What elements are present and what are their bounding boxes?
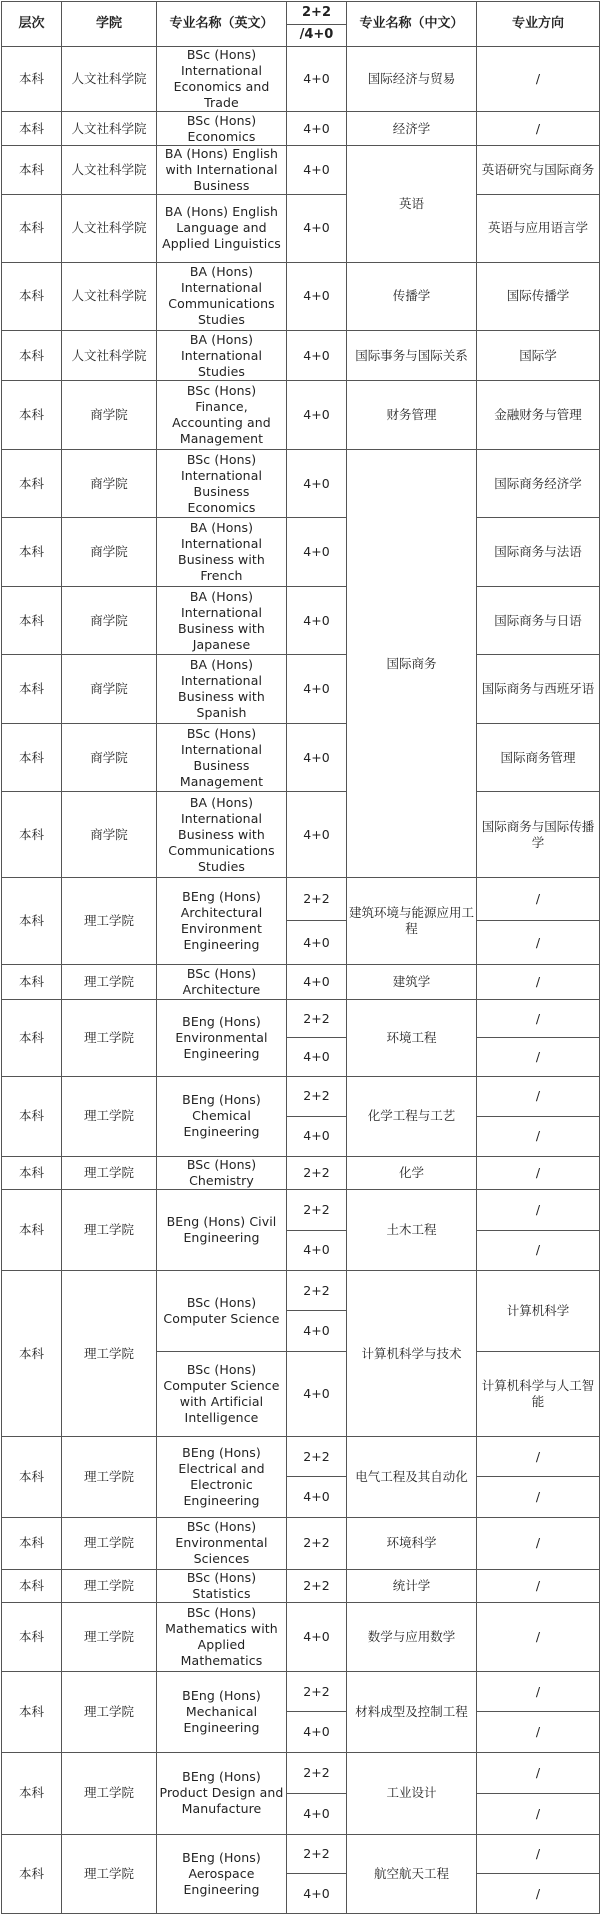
table-row bbox=[2, 655, 600, 724]
mode-cell: 4+0 bbox=[287, 921, 347, 964]
level-cell: 本科 bbox=[2, 262, 62, 331]
school-cell: 人文社科学院 bbox=[62, 47, 157, 112]
header-level: 层次 bbox=[2, 2, 62, 47]
header-name-en: 专业名称（英文） bbox=[157, 2, 287, 47]
level-cell: 本科 bbox=[2, 1437, 62, 1518]
mode-cell: 2+2 bbox=[287, 1157, 347, 1190]
table-row bbox=[2, 1157, 600, 1190]
name-cn-cell: 国际经济与贸易 bbox=[347, 47, 477, 112]
table-row bbox=[2, 1671, 600, 1711]
mode-cell: 2+2 bbox=[287, 1835, 347, 1874]
level-cell: 本科 bbox=[2, 723, 62, 792]
header-school: 学院 bbox=[62, 2, 157, 47]
direction-cell: / bbox=[477, 112, 600, 145]
name-en-cell: BSc (Hons) Computer Science with Artificial Intelligence bbox=[157, 1351, 287, 1437]
level-cell: 本科 bbox=[2, 1671, 62, 1752]
level-cell: 本科 bbox=[2, 1076, 62, 1157]
table-row bbox=[2, 195, 600, 263]
mode-cell: 4+0 bbox=[287, 723, 347, 792]
name-en-cell: BSc (Hons) Mathematics with Applied Mathematics bbox=[157, 1603, 287, 1672]
level-cell: 本科 bbox=[2, 1270, 62, 1436]
level-cell: 本科 bbox=[2, 1752, 62, 1835]
name-cn-cell: 计算机科学与技术 bbox=[347, 1270, 477, 1436]
table-row bbox=[2, 1603, 600, 1672]
header-mode-top: 2+2 bbox=[302, 4, 331, 20]
direction-cell: 国际传播学 bbox=[477, 262, 600, 331]
name-cn-cell: 电气工程及其自动化 bbox=[347, 1437, 477, 1518]
name-en-cell: BSc (Hons) International Business Economics bbox=[157, 449, 287, 518]
mode-cell: 4+0 bbox=[287, 586, 347, 655]
school-cell: 商学院 bbox=[62, 586, 157, 655]
school-cell: 理工学院 bbox=[62, 1437, 157, 1518]
mode-cell: 2+2 bbox=[287, 1517, 347, 1569]
name-cn-cell: 财务管理 bbox=[347, 381, 477, 450]
school-cell: 商学院 bbox=[62, 655, 157, 724]
table-row bbox=[2, 1270, 600, 1310]
direction-cell: 英语研究与国际商务 bbox=[477, 145, 600, 194]
table-row bbox=[2, 112, 600, 145]
name-en-cell: BEng (Hons) Architectural Environment Engineering bbox=[157, 878, 287, 965]
mode-cell: 4+0 bbox=[287, 1712, 347, 1752]
school-cell: 人文社科学院 bbox=[62, 145, 157, 194]
table-row bbox=[2, 449, 600, 518]
name-cn-cell: 经济学 bbox=[347, 112, 477, 145]
name-cn-cell: 英语 bbox=[347, 145, 477, 262]
school-cell: 理工学院 bbox=[62, 964, 157, 999]
level-cell: 本科 bbox=[2, 1570, 62, 1603]
school-cell: 理工学院 bbox=[62, 1270, 157, 1436]
school-cell: 理工学院 bbox=[62, 1157, 157, 1190]
mode-cell: 2+2 bbox=[287, 1270, 347, 1310]
direction-cell: / bbox=[477, 999, 600, 1037]
direction-cell: 金融财务与管理 bbox=[477, 381, 600, 450]
level-cell: 本科 bbox=[2, 1603, 62, 1672]
direction-cell: / bbox=[477, 1038, 600, 1076]
level-cell: 本科 bbox=[2, 381, 62, 450]
direction-cell: / bbox=[477, 1793, 600, 1834]
level-cell: 本科 bbox=[2, 112, 62, 145]
table-body bbox=[2, 47, 600, 1914]
mode-cell: 4+0 bbox=[287, 262, 347, 331]
level-cell: 本科 bbox=[2, 964, 62, 999]
table-row bbox=[2, 723, 600, 792]
name-en-cell: BEng (Hons) Mechanical Engineering bbox=[157, 1671, 287, 1752]
name-en-cell: BEng (Hons) Electrical and Electronic Engineering bbox=[157, 1437, 287, 1518]
name-cn-cell: 建筑环境与能源应用工程 bbox=[347, 878, 477, 965]
name-en-cell: BA (Hons) International Business with Japanese bbox=[157, 586, 287, 655]
direction-cell: / bbox=[477, 1671, 600, 1711]
school-cell: 理工学院 bbox=[62, 1835, 157, 1914]
name-en-cell: BA (Hons) International Studies bbox=[157, 331, 287, 381]
direction-cell: / bbox=[477, 1230, 600, 1270]
direction-cell: 计算机科学 bbox=[477, 1270, 600, 1351]
table-row bbox=[2, 145, 600, 194]
name-en-cell: BEng (Hons) Chemical Engineering bbox=[157, 1076, 287, 1157]
direction-cell: 国际商务与西班牙语 bbox=[477, 655, 600, 724]
table-row bbox=[2, 1437, 600, 1477]
level-cell: 本科 bbox=[2, 449, 62, 518]
direction-cell: / bbox=[477, 1076, 600, 1116]
level-cell: 本科 bbox=[2, 792, 62, 878]
direction-cell: / bbox=[477, 1190, 600, 1230]
table-row bbox=[2, 381, 600, 450]
level-cell: 本科 bbox=[2, 518, 62, 587]
direction-cell: / bbox=[477, 964, 600, 999]
name-cn-cell: 工业设计 bbox=[347, 1752, 477, 1835]
table-row bbox=[2, 47, 600, 112]
school-cell: 理工学院 bbox=[62, 1603, 157, 1672]
school-cell: 理工学院 bbox=[62, 1671, 157, 1752]
table-row bbox=[2, 1076, 600, 1116]
level-cell: 本科 bbox=[2, 1835, 62, 1914]
table-row bbox=[2, 262, 600, 331]
table-row bbox=[2, 1517, 600, 1569]
direction-cell: 国际学 bbox=[477, 331, 600, 381]
school-cell: 人文社科学院 bbox=[62, 262, 157, 331]
name-cn-cell: 航空航天工程 bbox=[347, 1835, 477, 1914]
name-en-cell: BA (Hons) English with International Business bbox=[157, 145, 287, 194]
school-cell: 理工学院 bbox=[62, 1190, 157, 1271]
direction-cell: / bbox=[477, 1712, 600, 1752]
direction-cell: 计算机科学与人工智能 bbox=[477, 1351, 600, 1437]
mode-cell: 2+2 bbox=[287, 878, 347, 921]
direction-cell: 英语与应用语言学 bbox=[477, 195, 600, 263]
level-cell: 本科 bbox=[2, 586, 62, 655]
table-row bbox=[2, 1835, 600, 1874]
name-cn-cell: 环境工程 bbox=[347, 999, 477, 1076]
mode-cell: 4+0 bbox=[287, 381, 347, 450]
name-en-cell: BA (Hons) International Business with Spanish bbox=[157, 655, 287, 724]
level-cell: 本科 bbox=[2, 1190, 62, 1271]
header-direction: 专业方向 bbox=[477, 2, 600, 47]
name-en-cell: BEng (Hons) Aerospace Engineering bbox=[157, 1835, 287, 1914]
table-row bbox=[2, 331, 600, 381]
mode-cell: 4+0 bbox=[287, 1311, 347, 1351]
level-cell: 本科 bbox=[2, 655, 62, 724]
mode-cell: 4+0 bbox=[287, 1038, 347, 1076]
name-en-cell: BA (Hons) International Communications Studies bbox=[157, 262, 287, 331]
mode-cell: 4+0 bbox=[287, 964, 347, 999]
name-en-cell: BSc (Hons) International Business Management bbox=[157, 723, 287, 792]
table-row bbox=[2, 792, 600, 878]
name-cn-cell: 统计学 bbox=[347, 1570, 477, 1603]
name-en-cell: BSc (Hons) International Economics and Trade bbox=[157, 47, 287, 112]
level-cell: 本科 bbox=[2, 1517, 62, 1569]
school-cell: 理工学院 bbox=[62, 999, 157, 1076]
name-en-cell: BA (Hons) English Language and Applied Linguistics bbox=[157, 195, 287, 263]
table-row bbox=[2, 878, 600, 921]
programme-table bbox=[1, 1, 600, 1914]
level-cell: 本科 bbox=[2, 1157, 62, 1190]
school-cell: 理工学院 bbox=[62, 1076, 157, 1157]
school-cell: 理工学院 bbox=[62, 878, 157, 965]
table-header-row bbox=[2, 2, 600, 47]
mode-cell: 4+0 bbox=[287, 1603, 347, 1672]
name-en-cell: BSc (Hons) Finance, Accounting and Management bbox=[157, 381, 287, 450]
direction-cell: 国际商务与日语 bbox=[477, 586, 600, 655]
direction-cell: 国际商务管理 bbox=[477, 723, 600, 792]
direction-cell: 国际商务与法语 bbox=[477, 518, 600, 587]
header-name-cn: 专业名称（中文） bbox=[347, 2, 477, 47]
name-en-cell: BSc (Hons) Chemistry bbox=[157, 1157, 287, 1190]
name-en-cell: BA (Hons) International Business with French bbox=[157, 518, 287, 587]
name-cn-cell: 环境科学 bbox=[347, 1517, 477, 1569]
name-en-cell: BSc (Hons) Environmental Sciences bbox=[157, 1517, 287, 1569]
name-cn-cell: 国际事务与国际关系 bbox=[347, 331, 477, 381]
direction-cell: / bbox=[477, 1517, 600, 1569]
mode-cell: 4+0 bbox=[287, 449, 347, 518]
name-cn-cell: 传播学 bbox=[347, 262, 477, 331]
table-row bbox=[2, 1752, 600, 1793]
name-cn-cell: 材料成型及控制工程 bbox=[347, 1671, 477, 1752]
school-cell: 商学院 bbox=[62, 518, 157, 587]
mode-cell: 4+0 bbox=[287, 1793, 347, 1834]
name-cn-cell: 化学 bbox=[347, 1157, 477, 1190]
mode-cell: 2+2 bbox=[287, 1671, 347, 1711]
mode-cell: 4+0 bbox=[287, 518, 347, 587]
direction-cell: / bbox=[477, 1477, 600, 1517]
mode-cell: 2+2 bbox=[287, 999, 347, 1037]
direction-cell: / bbox=[477, 1603, 600, 1672]
name-cn-cell: 国际商务 bbox=[347, 449, 477, 877]
level-cell: 本科 bbox=[2, 331, 62, 381]
mode-cell: 4+0 bbox=[287, 792, 347, 878]
name-en-cell: BSc (Hons) Economics bbox=[157, 112, 287, 145]
mode-cell: 4+0 bbox=[287, 1477, 347, 1517]
direction-cell: / bbox=[477, 1874, 600, 1914]
mode-cell: 4+0 bbox=[287, 331, 347, 381]
level-cell: 本科 bbox=[2, 999, 62, 1076]
direction-cell: / bbox=[477, 1116, 600, 1156]
name-en-cell: BEng (Hons) Environmental Engineering bbox=[157, 999, 287, 1076]
name-en-cell: BA (Hons) International Business with Communications Studies bbox=[157, 792, 287, 878]
school-cell: 商学院 bbox=[62, 381, 157, 450]
school-cell: 商学院 bbox=[62, 723, 157, 792]
school-cell: 理工学院 bbox=[62, 1517, 157, 1569]
mode-cell: 2+2 bbox=[287, 1570, 347, 1603]
school-cell: 理工学院 bbox=[62, 1752, 157, 1835]
table-row bbox=[2, 518, 600, 587]
school-cell: 商学院 bbox=[62, 449, 157, 518]
table-row bbox=[2, 1570, 600, 1603]
name-cn-cell: 数学与应用数学 bbox=[347, 1603, 477, 1672]
school-cell: 理工学院 bbox=[62, 1570, 157, 1603]
table-row bbox=[2, 999, 600, 1037]
direction-cell: / bbox=[477, 878, 600, 921]
header-mode-bottom: /4+0 bbox=[287, 24, 346, 47]
mode-cell: 4+0 bbox=[287, 195, 347, 263]
name-en-cell: BEng (Hons) Civil Engineering bbox=[157, 1190, 287, 1271]
mode-cell: 2+2 bbox=[287, 1437, 347, 1477]
school-cell: 商学院 bbox=[62, 792, 157, 878]
name-en-cell: BEng (Hons) Product Design and Manufacture bbox=[157, 1752, 287, 1835]
name-cn-cell: 建筑学 bbox=[347, 964, 477, 999]
mode-cell: 4+0 bbox=[287, 655, 347, 724]
direction-cell: 国际商务经济学 bbox=[477, 449, 600, 518]
direction-cell: 国际商务与国际传播学 bbox=[477, 792, 600, 878]
name-cn-cell: 土木工程 bbox=[347, 1190, 477, 1271]
mode-cell: 4+0 bbox=[287, 47, 347, 112]
mode-cell: 4+0 bbox=[287, 112, 347, 145]
header-mode bbox=[287, 2, 347, 47]
name-cn-cell: 化学工程与工艺 bbox=[347, 1076, 477, 1157]
direction-cell: / bbox=[477, 1570, 600, 1603]
school-cell: 人文社科学院 bbox=[62, 331, 157, 381]
mode-cell: 2+2 bbox=[287, 1076, 347, 1116]
table-row bbox=[2, 1190, 600, 1230]
direction-cell: / bbox=[477, 921, 600, 964]
level-cell: 本科 bbox=[2, 878, 62, 965]
table-row bbox=[2, 964, 600, 999]
mode-cell: 4+0 bbox=[287, 1230, 347, 1270]
direction-cell: / bbox=[477, 1835, 600, 1874]
table-row bbox=[2, 586, 600, 655]
mode-cell: 4+0 bbox=[287, 1351, 347, 1437]
school-cell: 人文社科学院 bbox=[62, 195, 157, 263]
mode-cell: 4+0 bbox=[287, 1116, 347, 1156]
mode-cell: 2+2 bbox=[287, 1752, 347, 1793]
name-en-cell: BSc (Hons) Architecture bbox=[157, 964, 287, 999]
level-cell: 本科 bbox=[2, 195, 62, 263]
mode-cell: 4+0 bbox=[287, 1874, 347, 1914]
level-cell: 本科 bbox=[2, 47, 62, 112]
mode-cell: 2+2 bbox=[287, 1190, 347, 1230]
level-cell: 本科 bbox=[2, 145, 62, 194]
direction-cell: / bbox=[477, 1157, 600, 1190]
name-en-cell: BSc (Hons) Computer Science bbox=[157, 1270, 287, 1351]
direction-cell: / bbox=[477, 1437, 600, 1477]
name-en-cell: BSc (Hons) Statistics bbox=[157, 1570, 287, 1603]
direction-cell: / bbox=[477, 47, 600, 112]
school-cell: 人文社科学院 bbox=[62, 112, 157, 145]
mode-cell: 4+0 bbox=[287, 145, 347, 194]
direction-cell: / bbox=[477, 1752, 600, 1793]
